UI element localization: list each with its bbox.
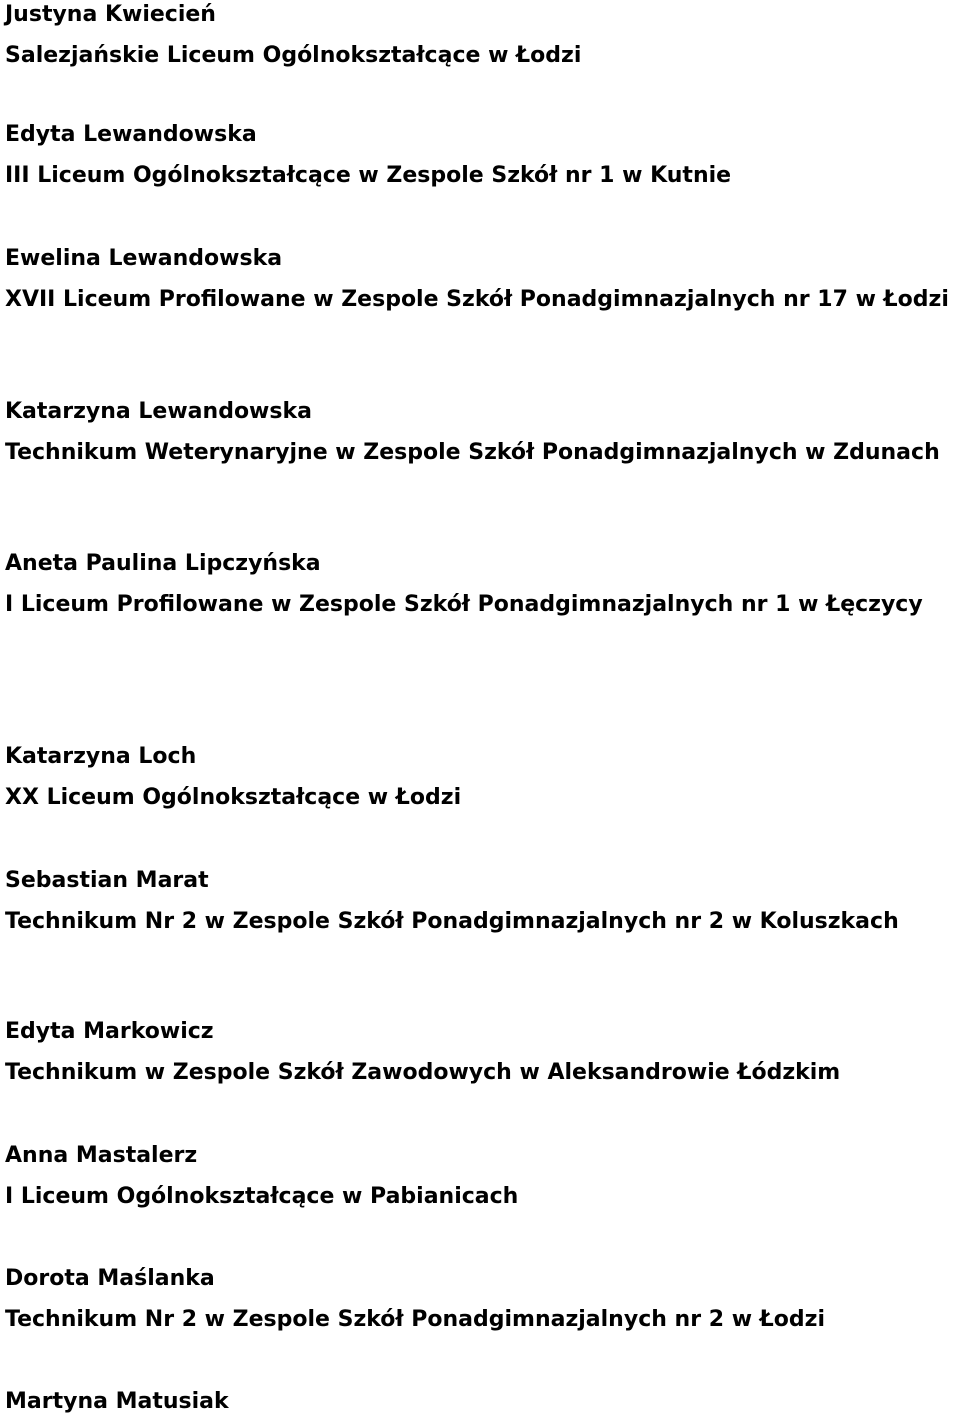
school-name: Technikum Nr 2 w Zespole Szkół Ponadgimnazjalnych nr 2 w Koluszkach	[5, 909, 899, 934]
person-name: Justyna Kwiecień	[5, 2, 216, 27]
person-name: Katarzyna Loch	[5, 744, 197, 769]
school-name: Technikum w Zespole Szkół Zawodowych w Aleksandrowie Łódzkim	[5, 1060, 841, 1085]
school-name: I Liceum Ogólnokształcące w Pabianicach	[5, 1184, 519, 1209]
school-name: Technikum Nr 2 w Zespole Szkół Ponadgimnazjalnych nr 2 w Łodzi	[5, 1307, 826, 1332]
list-item	[5, 866, 960, 936]
school-name: XVII Liceum Profilowane w Zespole Szkół Ponadgimnazjalnych nr 17 w Łodzi	[5, 287, 949, 312]
school-name: XX Liceum Ogólnokształcące w Łodzi	[5, 785, 462, 810]
person-name: Edyta Markowicz	[5, 1019, 214, 1044]
list-item	[5, 1264, 960, 1334]
person-name: Dorota Maślanka	[5, 1266, 215, 1291]
person-name: Edyta Lewandowska	[5, 122, 257, 147]
person-name: Ewelina Lewandowska	[5, 246, 283, 271]
list-item	[5, 0, 960, 70]
list-item	[5, 120, 960, 190]
person-name: Martyna Matusiak	[5, 1389, 229, 1414]
list-item	[5, 742, 960, 812]
school-name: III Liceum Ogólnokształcące w Zespole Szkół nr 1 w Kutnie	[5, 163, 732, 188]
person-name: Sebastian Marat	[5, 868, 209, 893]
list-item	[5, 1017, 960, 1087]
list-item	[5, 549, 960, 619]
school-name: I Liceum Profilowane w Zespole Szkół Ponadgimnazjalnych nr 1 w Łęczycy	[5, 592, 923, 617]
school-name: Salezjańskie Liceum Ogólnokształcące w Łodzi	[5, 43, 582, 68]
school-name: Technikum Weterynaryjne w Zespole Szkół Ponadgimnazjalnych w Zdunach	[5, 440, 940, 465]
list-item	[5, 1141, 960, 1211]
person-name: Katarzyna Lewandowska	[5, 399, 312, 424]
person-name: Aneta Paulina Lipczyńska	[5, 551, 321, 576]
person-name: Anna Mastalerz	[5, 1143, 198, 1168]
list-item	[5, 244, 960, 314]
list-item	[5, 1387, 960, 1417]
list-item	[5, 397, 960, 467]
